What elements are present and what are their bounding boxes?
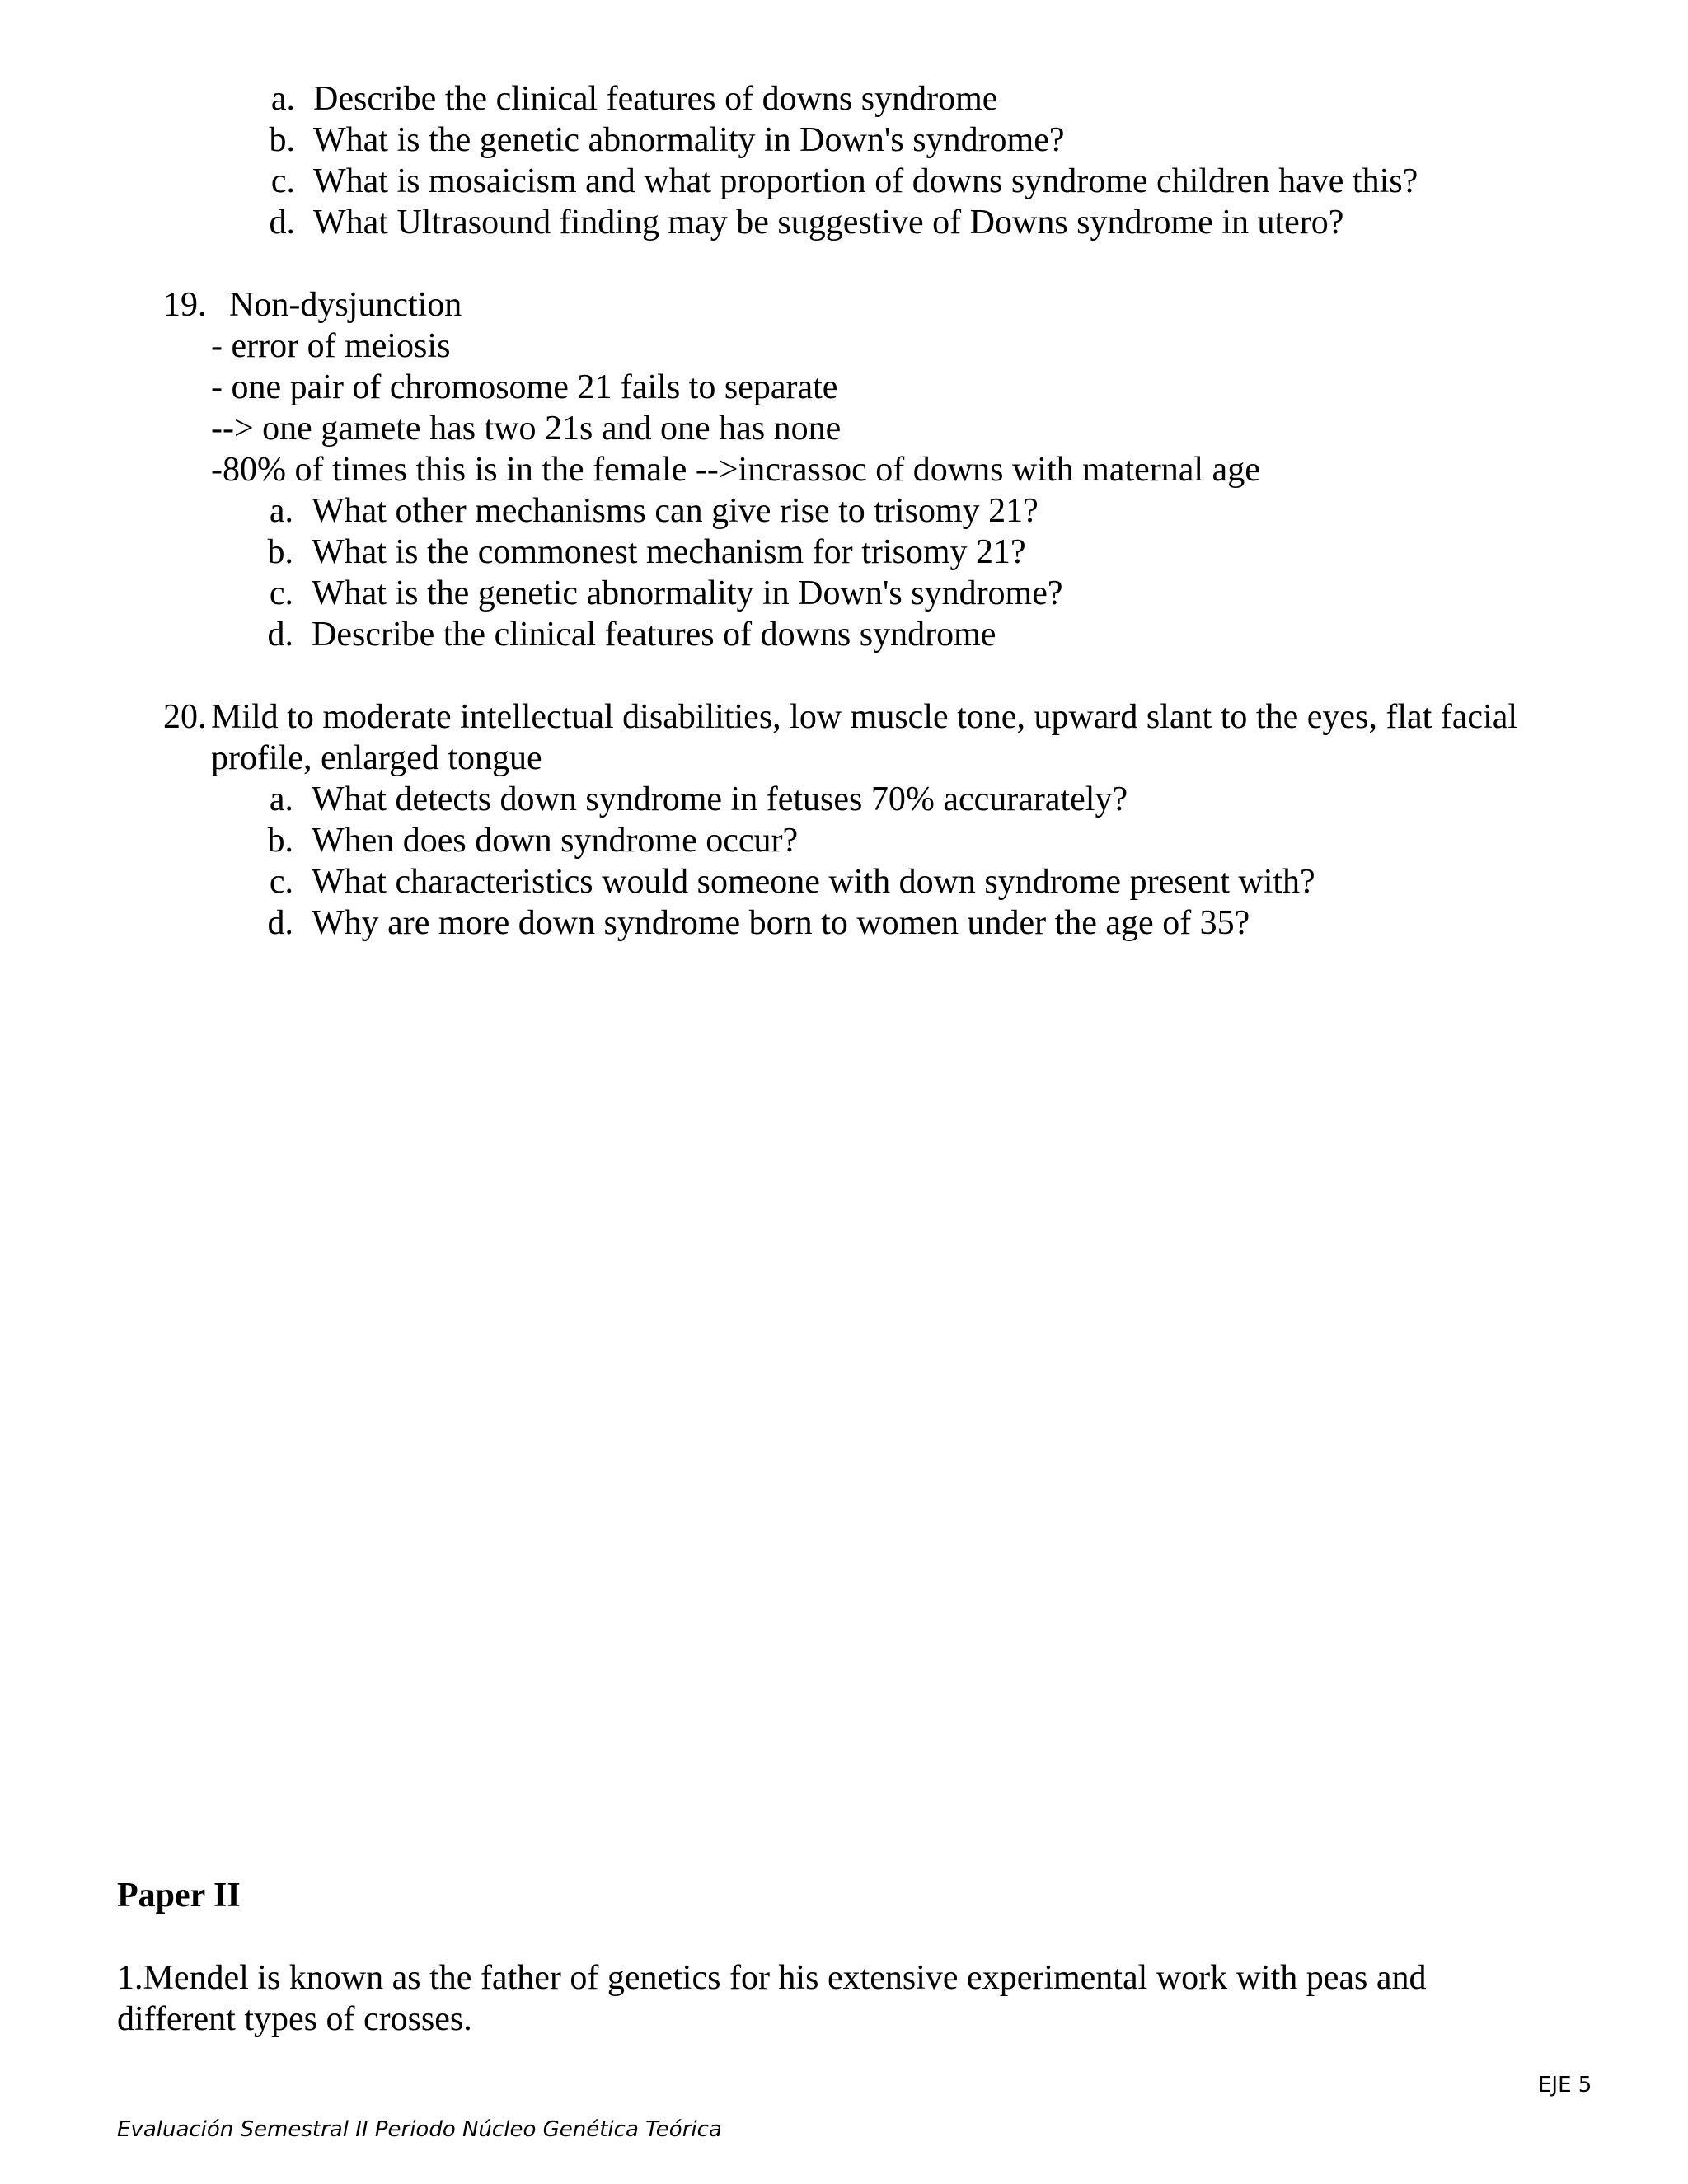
footer-text: Evaluación Semestral II Periodo Núcleo Genética Teórica	[117, 2117, 722, 2142]
item-text: What other mechanisms can give rise to trisomy 21?	[312, 492, 1039, 530]
list-item	[249, 78, 997, 120]
item-text: What is the commonest mechanism for trisomy 21?	[312, 533, 1026, 571]
question-text: Mild to moderate intellectual disabilities, low muscle tone, upward slant to the eyes, flat facial	[211, 698, 1518, 736]
page-label: EJE 5	[1538, 2073, 1592, 2097]
item-text: What is the genetic abnormality in Down's syndrome?	[312, 574, 1063, 612]
list-item	[247, 490, 1039, 532]
note-line: -80% of times this is in the female -->incrassoc of downs with maternal age	[211, 451, 1260, 489]
item-text: What is the genetic abnormality in Down's syndrome?	[313, 121, 1065, 159]
paragraph-line: 1.Mendel is known as the father of genetics for his extensive experimental work with peas and	[117, 1959, 1427, 1997]
list-item	[247, 861, 1315, 902]
question-text-continued: profile, enlarged tongue	[211, 739, 542, 777]
item-text: Why are more down syndrome born to women under the age of 35?	[312, 904, 1250, 942]
item-letter: c.	[270, 162, 295, 200]
item-letter: a.	[269, 780, 293, 818]
list-item	[247, 573, 1063, 614]
item-text: What characteristics would someone with down syndrome present with?	[312, 863, 1315, 901]
item-text: What Ultrasound finding may be suggestive of Downs syndrome in utero?	[313, 204, 1344, 241]
section-heading: Paper II	[117, 1877, 241, 1915]
item-text: What is mosaicism and what proportion of downs syndrome children have this?	[313, 162, 1418, 200]
list-item	[247, 820, 798, 861]
list-item	[247, 779, 1128, 820]
paragraph-line: different types of crosses.	[117, 2000, 472, 2038]
item-text: When does down syndrome occur?	[312, 822, 799, 860]
item-letter: c.	[269, 574, 293, 612]
item-letter: b.	[267, 533, 293, 571]
item-letter: b.	[269, 121, 295, 159]
item-text: Describe the clinical features of downs syndrome	[312, 616, 996, 654]
list-item	[247, 902, 1250, 944]
question-number: 19.	[163, 286, 207, 324]
question-19-heading	[163, 284, 462, 326]
item-letter: d.	[269, 204, 295, 241]
question-number: 20.	[163, 698, 207, 736]
item-letter: b.	[267, 822, 293, 860]
note-line: - error of meiosis	[211, 327, 451, 365]
item-letter: a.	[270, 80, 295, 118]
note-line: - one pair of chromosome 21 fails to separate	[211, 368, 838, 406]
question-20-heading	[163, 696, 1517, 738]
item-letter: a.	[269, 492, 293, 530]
item-text: Describe the clinical features of downs syndrome	[313, 80, 998, 118]
list-item	[247, 614, 996, 655]
list-item	[249, 161, 1418, 202]
question-title: Non-dysjunction	[229, 286, 462, 324]
list-item	[249, 202, 1343, 243]
note-line: --> one gamete has two 21s and one has none	[211, 410, 842, 448]
item-letter: d.	[267, 616, 293, 654]
item-letter: c.	[269, 863, 293, 901]
list-item	[247, 532, 1026, 573]
item-text: What detects down syndrome in fetuses 70% accurarately?	[312, 780, 1128, 818]
item-letter: d.	[267, 904, 293, 942]
list-item	[249, 120, 1065, 161]
